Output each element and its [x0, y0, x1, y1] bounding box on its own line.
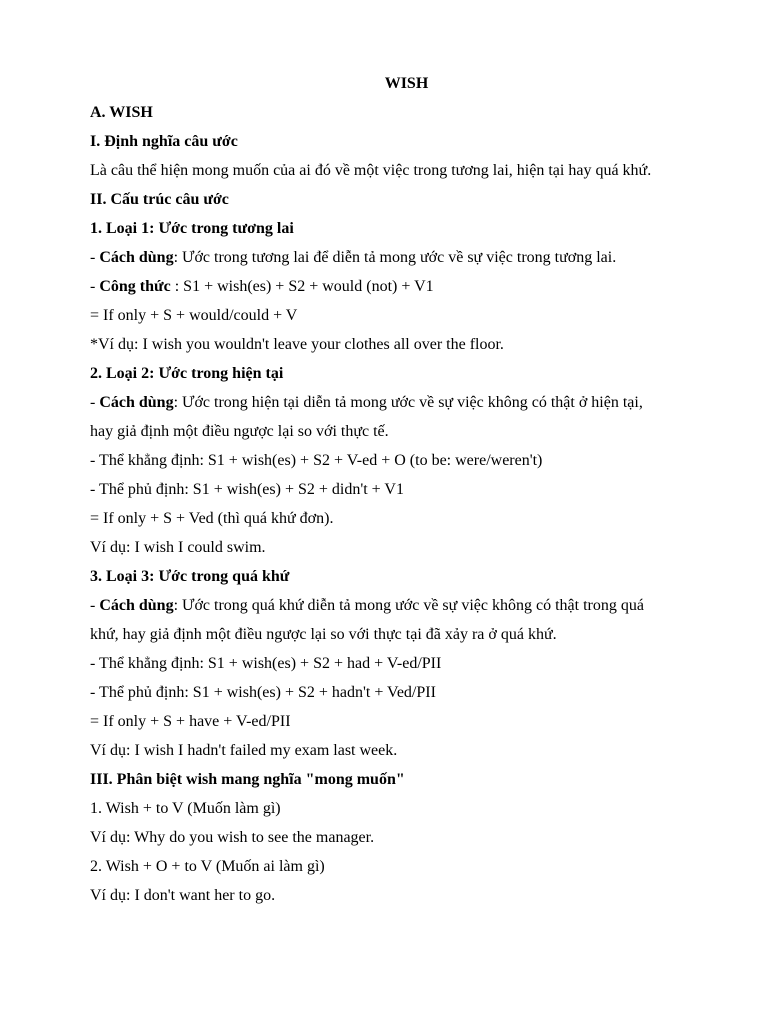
definition-heading: I. Định nghĩa câu ước — [90, 133, 238, 150]
type2-formula-alt: = If only + S + Ved (thì quá khứ đơn). — [90, 510, 334, 527]
document-page — [90, 69, 690, 910]
type3-usage: - Cách dùng: Ước trong quá khứ diễn tả mong ước về sự việc không có thật trong quá — [90, 597, 644, 614]
distinction-example-2: Ví dụ: I don't want her to go. — [90, 887, 276, 904]
type3-heading: 3. Loại 3: Ước trong quá khứ — [90, 568, 290, 585]
type2-negative: - Thể phủ định: S1 + wish(es) + S2 + didn't + V1 — [90, 481, 404, 498]
definition-text: Là câu thể hiện mong muốn của ai đó về một việc trong tương lai, hiện tại hay quá khứ. — [90, 162, 652, 179]
document-title: WISH — [384, 75, 429, 92]
type1-usage: - Cách dùng: Ước trong tương lai để diễn tả mong ước về sự việc trong tương lai. — [90, 249, 617, 266]
type2-heading: 2. Loại 2: Ước trong hiện tại — [90, 365, 284, 382]
type3-usage-continued: khứ, hay giả định một điều ngược lại so với thực tại đã xảy ra ở quá khứ. — [90, 626, 557, 643]
type3-formula-alt: = If only + S + have + V-ed/PII — [90, 713, 291, 730]
distinction-heading: III. Phân biệt wish mang nghĩa "mong muốn" — [90, 771, 405, 788]
section-a-heading: A. WISH — [90, 104, 153, 121]
type3-affirmative: - Thể khẳng định: S1 + wish(es) + S2 + had + V-ed/PII — [90, 655, 442, 672]
type3-negative: - Thể phủ định: S1 + wish(es) + S2 + hadn't + Ved/PII — [90, 684, 436, 701]
type1-formula: - Công thức : S1 + wish(es) + S2 + would (not) + V1 — [90, 278, 434, 295]
type1-example: *Ví dụ: I wish you wouldn't leave your clothes all over the floor. — [90, 336, 504, 353]
type3-example: Ví dụ: I wish I hadn't failed my exam last week. — [90, 742, 398, 759]
type2-usage: - Cách dùng: Ước trong hiện tại diễn tả mong ước về sự việc không có thật ở hiện tại, — [90, 394, 643, 411]
type1-heading: 1. Loại 1: Ước trong tương lai — [90, 220, 294, 237]
type2-example: Ví dụ: I wish I could swim. — [90, 539, 266, 556]
type2-affirmative: - Thể khẳng định: S1 + wish(es) + S2 + V-ed + O (to be: were/weren't) — [90, 452, 543, 469]
distinction-item-1: 1. Wish + to V (Muốn làm gì) — [90, 800, 281, 817]
distinction-item-2: 2. Wish + O + to V (Muốn ai làm gì) — [90, 858, 325, 875]
type1-formula-alt: = If only + S + would/could + V — [90, 307, 298, 324]
structure-heading: II. Cấu trúc câu ước — [90, 191, 229, 208]
distinction-example-1: Ví dụ: Why do you wish to see the manager. — [90, 829, 375, 846]
type2-usage-continued: hay giả định một điều ngược lại so với thực tế. — [90, 423, 389, 440]
